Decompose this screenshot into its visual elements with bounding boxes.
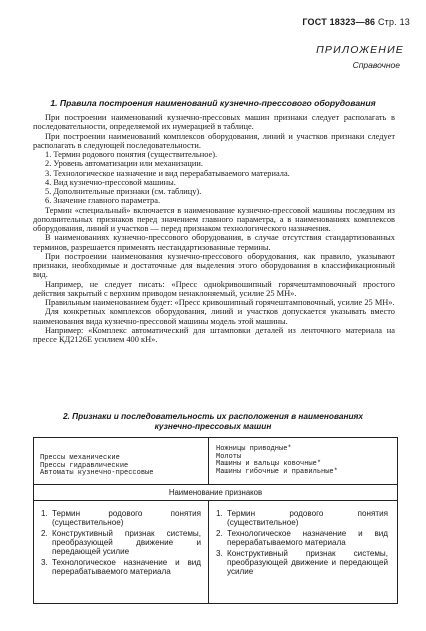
paragraph: При построении наименования кузнечно-прессового оборудования, как правило, указывают признаки, необходимые и достаточные для выделения этого оборудования в классификационный вид. <box>33 251 395 280</box>
list-item: 2. Технологическое назначение и вид перерабатываемого материала <box>216 529 388 547</box>
section-1-body <box>33 113 395 344</box>
table-rule <box>34 484 397 485</box>
list-item: 3. Конструктивный признак системы, преобразующей движение и передающей усилие <box>216 549 388 576</box>
table-header: Наименование признаков <box>168 488 263 497</box>
right-signs-list <box>216 509 388 578</box>
section-2-title-line2: кузнечно-прессовых машин <box>154 421 272 431</box>
machine-type: Прессы гидравлические <box>40 461 129 470</box>
paragraph: При построении наименований кузнечно-прессовых машин признаки следует располагать в последовательности, определяемой их нумерацией в таблице. <box>33 113 395 132</box>
paragraph: Для конкретных комплексов оборудования, линий и участков допускается указывать вместо наименования вида кузнечно-прессовой машины модель этой машины. <box>33 307 395 326</box>
left-signs-list <box>41 509 201 578</box>
paragraph: Например, не следует писать: «Пресс одноkривошипный горячештамповочный простого действия закрытый с верхним приводом ненаклоняемый, усилие 25 МН». <box>33 279 395 298</box>
appendix-title: ПРИЛОЖЕНИЕ <box>316 44 404 56</box>
paragraph: Правильным наименованием будет: «Пресс кривошипный горячештамповочный, усилие 25 МН». <box>45 298 395 307</box>
machine-type: Автоматы кузнечно-прессовые <box>40 469 154 478</box>
list-item: 2. Конструктивный признак системы, преобразующей движение и передающей усилие <box>41 529 201 556</box>
page-header <box>302 17 410 27</box>
machine-type: Ножницы приводные* <box>216 445 292 453</box>
list-item: 2. Уровень автоматизации или механизации. <box>45 159 203 169</box>
machine-type: Прессы механические <box>40 454 120 462</box>
list-item: 3. Технологическое назначение и вид перерабатываемого материала. <box>45 168 290 178</box>
section-1-title: 1. Правила построения наименований кузнечно-прессового оборудования <box>50 98 376 108</box>
list-item: 4. Вид кузнечно-прессовой машины. <box>45 177 176 187</box>
table-divider <box>208 438 209 484</box>
paragraph: Термин «специальный» включается в наименование кузнечно-прессовой машины последним из дополнительных признаков перед значением главного параметра, а в наименованиях комплексов оборудования, линий и участков — перед признаком технологического назначения. <box>33 205 395 233</box>
appendix-subtitle: Справочное <box>352 60 400 70</box>
list-item: 1. Термин родового понятия (существительное) <box>216 509 388 527</box>
paragraph: При построении наименований комплексов оборудования, линий и участков признаки следует располагать в следующей последовательности. <box>33 131 395 150</box>
table-rule <box>34 500 397 501</box>
paragraph: В наименованиях кузнечно-прессового оборудования, в случае отсутствия стандартизованных терминов, разрешается применять нестандартизованные термины. <box>33 233 395 252</box>
section-2-title <box>0 411 426 431</box>
right-machine-types <box>216 446 338 476</box>
list-item: 3. Технологическое назначение и вид перерабатываемого материала <box>41 558 201 576</box>
page-number: Стр. 13 <box>377 17 410 27</box>
list-item: 5. Дополнительные признаки (см. таблицу). <box>45 187 202 196</box>
paragraph: Например: «Комплекс автоматический для штамповки деталей из ленточного материала на прессе КД2126Е усилием 400 кН». <box>33 325 395 344</box>
left-machine-types <box>40 455 153 478</box>
table-divider <box>208 500 209 603</box>
list-item: 1. Термин родового понятия (существительное) <box>41 509 201 527</box>
machine-type: Машины гибочные и правильные* <box>216 467 338 476</box>
list-item: 1. Термин родового понятия (существительное). <box>45 150 218 159</box>
machine-type: Молоты <box>216 452 242 461</box>
list-item: 6. Значение главного параметра. <box>45 196 161 206</box>
machine-type: Машины и вальцы ковочные* <box>216 460 322 469</box>
standard-number: ГОСТ 18323—86 <box>302 17 376 27</box>
section-2-title-line1: 2. Признаки и последовательность их расположения в наименованиях <box>62 411 364 421</box>
signs-table <box>33 437 398 604</box>
